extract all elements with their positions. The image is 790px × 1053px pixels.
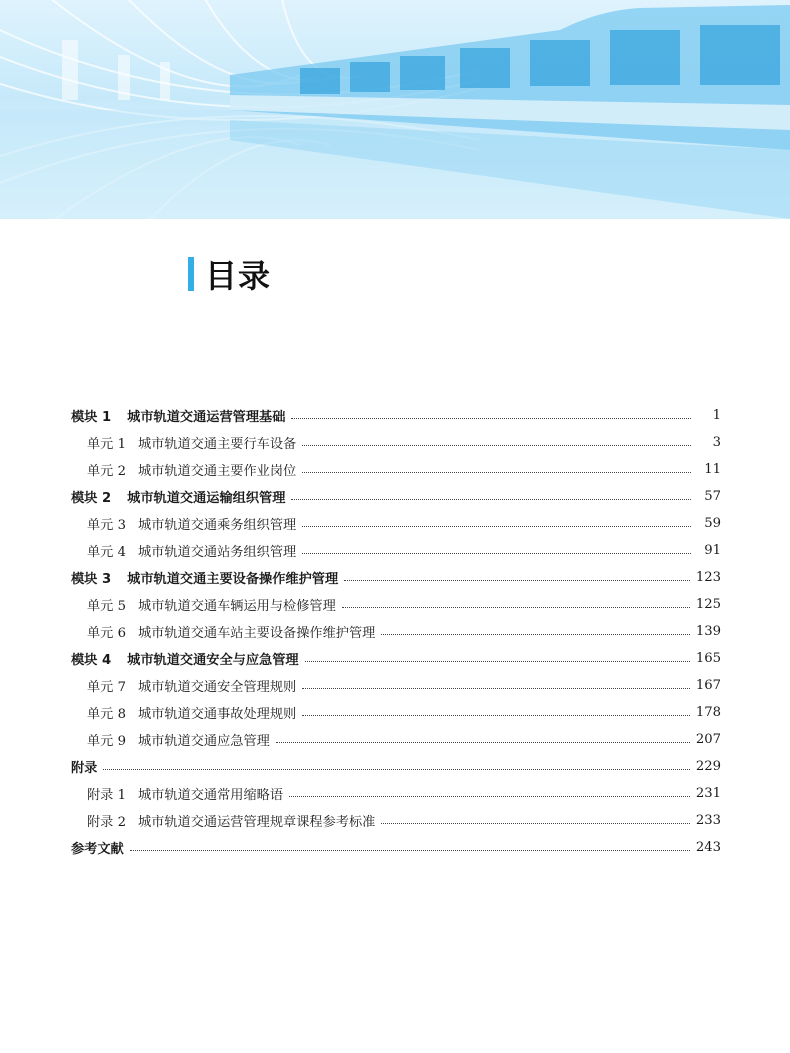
toc-entry-title: 城市轨道交通乘务组织管理 [137, 518, 297, 533]
toc-entry-number: 单元 7 [87, 680, 126, 695]
title-accent-bar [188, 257, 194, 291]
toc-unit-entry[interactable] [71, 726, 721, 753]
toc-module-entry[interactable] [71, 483, 721, 510]
toc-entry-number: 单元 2 [87, 464, 126, 479]
toc-entry-title: 城市轨道交通车辆运用与检修管理 [137, 599, 336, 614]
toc-leader-dots [302, 715, 690, 716]
toc-leader-dots [342, 607, 690, 608]
toc-leader-dots [305, 661, 690, 662]
toc-entry-number: 单元 9 [87, 734, 126, 749]
toc-entry-number: 单元 4 [87, 545, 126, 560]
toc-unit-entry[interactable] [71, 456, 721, 483]
toc-entry-title: 城市轨道交通常用缩略语 [137, 788, 284, 803]
toc-unit-entry[interactable] [71, 429, 721, 456]
metro-station-illustration [0, 0, 790, 219]
toc-module-entry[interactable] [71, 753, 721, 780]
toc-leader-dots [291, 499, 691, 500]
toc-leader-dots [302, 553, 691, 554]
toc-entry-title: 参考文献 [71, 842, 124, 857]
page-title-block [188, 254, 271, 294]
toc-page-number: 233 [695, 813, 721, 828]
toc-entry-title: 城市轨道交通安全管理规则 [137, 680, 297, 695]
page-title: 目录 [205, 257, 272, 295]
toc-page-number: 3 [712, 435, 721, 450]
toc-entry-number: 模块 4 [71, 653, 112, 668]
toc-entry-number: 单元 3 [87, 518, 126, 533]
toc-leader-dots [381, 634, 689, 635]
toc-page-number: 1 [712, 408, 721, 423]
toc-unit-entry[interactable] [71, 780, 721, 807]
toc-page-number: 123 [695, 570, 721, 585]
toc-leader-dots [302, 688, 690, 689]
toc-entry-title: 城市轨道交通主要行车设备 [137, 437, 297, 452]
toc-unit-entry[interactable] [71, 591, 721, 618]
toc-page-number: 139 [695, 624, 721, 639]
toc-module-entry[interactable] [71, 402, 721, 429]
toc-page-number: 59 [704, 516, 721, 531]
toc-page-number: 91 [704, 543, 721, 558]
toc-leader-dots [344, 580, 690, 581]
toc-entry-number: 模块 2 [71, 491, 112, 506]
toc-entry-title: 城市轨道交通事故处理规则 [137, 707, 297, 722]
toc-module-entry[interactable] [71, 564, 721, 591]
toc-entry-title: 城市轨道交通应急管理 [137, 734, 270, 749]
toc-page-number: 11 [704, 462, 721, 477]
toc-entry-number: 模块 3 [71, 572, 112, 587]
toc-entry-title: 城市轨道交通运输组织管理 [127, 491, 286, 506]
toc-unit-entry[interactable] [71, 618, 721, 645]
toc-page-number: 165 [695, 651, 721, 666]
toc-leader-dots [291, 418, 691, 419]
toc-unit-entry[interactable] [71, 807, 721, 834]
toc-entry-number: 单元 8 [87, 707, 126, 722]
toc-page-number: 178 [695, 705, 721, 720]
toc-page-number: 57 [704, 489, 721, 504]
toc-unit-entry[interactable] [71, 537, 721, 564]
toc-entry-number: 单元 6 [87, 626, 126, 641]
toc-leader-dots [276, 742, 690, 743]
toc-entry-title: 城市轨道交通运营管理基础 [127, 410, 286, 425]
toc-unit-entry[interactable] [71, 699, 721, 726]
toc-leader-dots [130, 850, 690, 851]
header-banner-image [0, 0, 790, 219]
toc-module-entry[interactable] [71, 645, 721, 672]
toc-leader-dots [302, 472, 691, 473]
toc-leader-dots [289, 796, 690, 797]
toc-entry-title: 附录 [71, 761, 98, 776]
toc-unit-entry[interactable] [71, 672, 721, 699]
toc-entry-number: 模块 1 [71, 410, 112, 425]
toc-entry-title: 城市轨道交通主要作业岗位 [137, 464, 297, 479]
toc-entry-title: 城市轨道交通车站主要设备操作维护管理 [137, 626, 376, 641]
toc-page-number: 231 [695, 786, 721, 801]
toc-leader-dots [302, 445, 691, 446]
toc-leader-dots [103, 769, 689, 770]
toc-entry-number: 单元 1 [87, 437, 126, 452]
toc-leader-dots [381, 823, 689, 824]
toc-page-number: 243 [695, 840, 721, 855]
toc-entry-number: 附录 1 [87, 788, 126, 803]
table-of-contents [71, 402, 721, 861]
toc-module-entry[interactable] [71, 834, 721, 861]
toc-entry-title: 城市轨道交通运营管理规章课程参考标准 [137, 815, 376, 830]
toc-page-number: 229 [695, 759, 721, 774]
toc-leader-dots [302, 526, 691, 527]
toc-entry-title: 城市轨道交通主要设备操作维护管理 [127, 572, 339, 587]
toc-entry-title: 城市轨道交通安全与应急管理 [127, 653, 299, 668]
toc-entry-number: 单元 5 [87, 599, 126, 614]
toc-entry-title: 城市轨道交通站务组织管理 [137, 545, 297, 560]
toc-entry-number: 附录 2 [87, 815, 126, 830]
toc-page-number: 207 [695, 732, 721, 747]
toc-unit-entry[interactable] [71, 510, 721, 537]
toc-page-number: 167 [695, 678, 721, 693]
toc-page-number: 125 [695, 597, 721, 612]
